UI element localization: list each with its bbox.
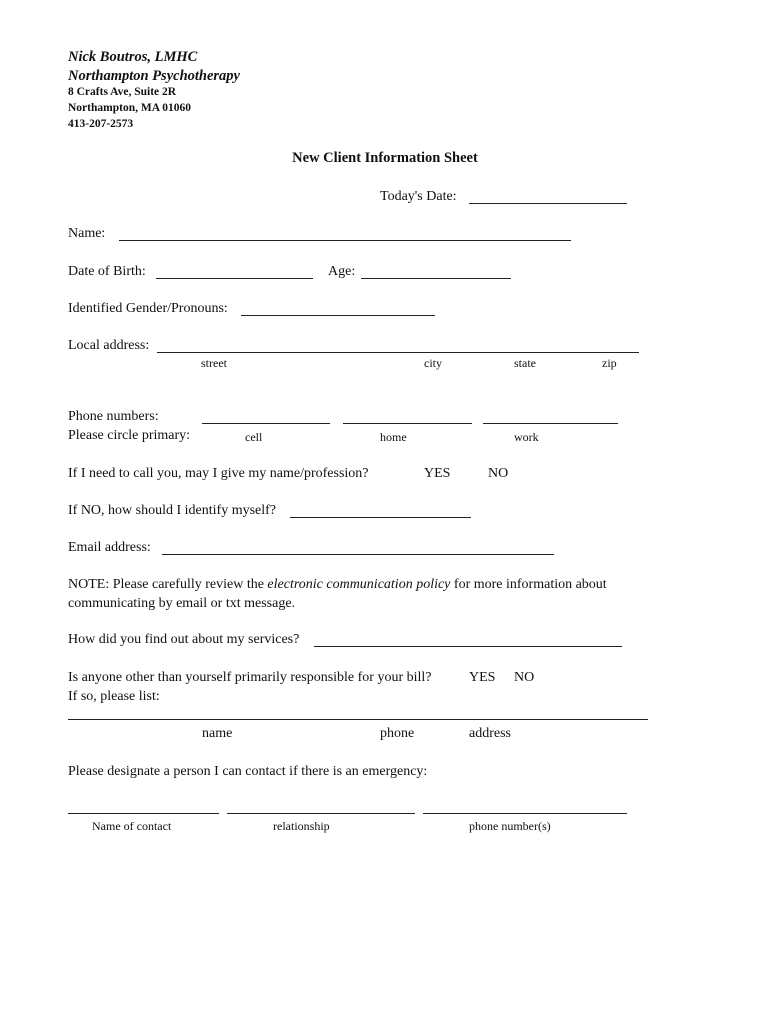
policy-reference: electronic communication policy (267, 577, 451, 592)
todays-date-label: Today's Date: (380, 189, 457, 204)
practice-phone: 413-207-2573 (68, 118, 134, 130)
phone-home-field[interactable] (343, 406, 476, 426)
call-permission-no[interactable]: NO (488, 466, 509, 481)
gender-field[interactable] (241, 298, 439, 318)
phone-cell-field[interactable] (202, 406, 334, 426)
bill-address-caption: address (469, 726, 511, 741)
phone-work-field[interactable] (483, 406, 622, 426)
address-street-caption: street (201, 356, 227, 370)
note-prefix: NOTE: Please carefully review the (68, 577, 268, 592)
age-field[interactable] (361, 261, 515, 281)
circle-primary-label: Please circle primary: (68, 428, 191, 443)
name-field[interactable] (119, 223, 575, 243)
address-label: Local address: (68, 338, 150, 353)
emergency-name-field[interactable] (68, 796, 223, 816)
phone-numbers-label: Phone numbers: (68, 409, 159, 424)
therapist-name: Nick Boutros, LMHC (68, 49, 198, 65)
form-title: New Client Information Sheet (292, 150, 478, 166)
phone-cell-option[interactable]: cell (245, 430, 263, 444)
address-city-caption: city (424, 356, 442, 370)
bill-list-label: If so, please list: (68, 689, 160, 704)
phone-work-option[interactable]: work (514, 430, 539, 444)
address-state-caption: state (514, 356, 536, 370)
todays-date-field[interactable] (469, 186, 631, 206)
note-suffix: for more information about (450, 577, 607, 592)
emergency-name-caption: Name of contact (92, 819, 172, 833)
practice-city-line: Northampton, MA 01060 (68, 102, 191, 114)
referral-field[interactable] (314, 629, 626, 649)
phone-home-option[interactable]: home (380, 430, 407, 444)
emergency-relationship-field[interactable] (227, 796, 419, 816)
name-label: Name: (68, 226, 106, 241)
address-field[interactable] (157, 335, 643, 355)
practice-name: Northampton Psychotherapy (68, 68, 240, 84)
note-line-1 (68, 577, 607, 593)
emergency-label: Please designate a person I can contact if there is an emergency: (68, 764, 428, 779)
bill-no[interactable]: NO (514, 670, 535, 685)
referral-label: How did you find out about my services? (68, 632, 300, 647)
emergency-phone-caption: phone number(s) (469, 819, 551, 833)
bill-name-caption: name (202, 726, 233, 741)
bill-phone-caption: phone (380, 726, 415, 741)
bill-responsible-field[interactable] (68, 702, 652, 722)
age-label: Age: (328, 264, 356, 279)
dob-field[interactable] (156, 261, 317, 281)
identify-label: If NO, how should I identify myself? (68, 503, 277, 518)
email-field[interactable] (162, 537, 558, 557)
identify-field[interactable] (290, 500, 475, 520)
bill-question: Is anyone other than yourself primarily responsible for your bill? (68, 670, 432, 685)
note-line-2: communicating by email or txt message. (68, 596, 296, 611)
dob-label: Date of Birth: (68, 264, 146, 279)
call-permission-question: If I need to call you, may I give my name/profession? (68, 466, 369, 481)
practice-street: 8 Crafts Ave, Suite 2R (68, 86, 177, 98)
emergency-relationship-caption: relationship (273, 819, 330, 833)
emergency-phone-field[interactable] (423, 796, 631, 816)
address-zip-caption: zip (602, 356, 617, 370)
gender-label: Identified Gender/Pronouns: (68, 301, 228, 316)
email-label: Email address: (68, 540, 151, 555)
bill-yes[interactable]: YES (469, 670, 496, 685)
call-permission-yes[interactable]: YES (424, 466, 451, 481)
